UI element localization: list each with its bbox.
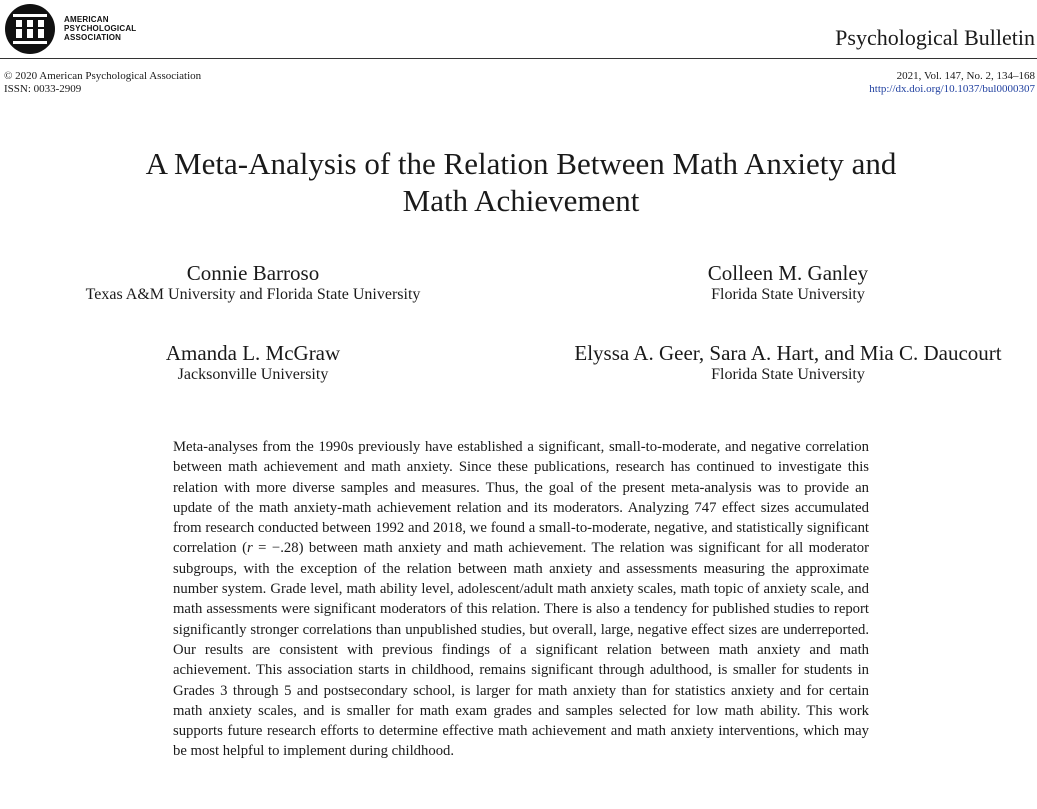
copyright-line: © 2020 American Psychological Association [4,70,202,82]
author-name: Elyssa A. Geer, Sara A. Hart, and Mia C. Daucourt [574,341,1002,365]
publisher-wordmark-line: AMERICAN [64,15,109,24]
author-name: Amanda L. McGraw [165,341,341,365]
abstract-text: Meta-analyses from the 1990s previously have established a significant, small-to-moderate, and negative correlation between math achievement and math anxiety. Since these publications, research has continued to investigate this relation with more diverse samples and measures. Thus, the goal of the present meta-analysis was to provide an update of the math anxiety-math achievement relation and its moderators. Analyzing 747 effect sizes accumulated from research conducted between 1992 and 2018, we found a small-to-moderate, negative, and statistically significant correlation ( [173,439,869,557]
author-affiliation: Texas A&M University and Florida State University [85,286,421,303]
header-divider [0,58,1037,59]
journal-name: Psychological Bulletin [835,25,1035,50]
article-title-line: A Meta-Analysis of the Relation Between Math Anxiety and [145,146,897,181]
abstract [173,437,869,762]
author-affiliation: Florida State University [711,286,865,303]
author-block [128,341,378,385]
issn-line: ISSN: 0033-2909 [4,83,82,95]
article-title-line: Math Achievement [402,183,640,218]
author-block [638,261,938,305]
author-name: Colleen M. Ganley [707,261,869,285]
citation-line: 2021, Vol. 147, No. 2, 134–168 [896,70,1035,82]
article-title [0,145,1037,219]
publication-meta-left [4,70,201,96]
publisher-wordmark [64,15,136,42]
abstract-text: = −.28) between math anxiety and math achievement. The relation was significant for all moderator subgroups, with the exception of the relation between math anxiety and assessments measuring the approximate number system. Grade level, math ability level, adolescent/adult math anxiety scales, math topic of anxiety scale, and math assessments were significant moderators of this relation. There is also a tendency for published studies to report significantly stronger correlations than unpublished studies, but overall, large, negative effect sizes are underreported. Our results are consistent with previous findings of a significant relation between math anxiety and math achievement. This association starts in childhood, remains significant through adulthood, is smaller for students in Grades 3 through 5 and postsecondary school, is larger for math anxiety than for statistics anxiety and for certain math anxiety scales, and is smaller for math exam grades and samples selected for low math ability. This work supports future research efforts to determine effective math achievement and math anxiety interventions, which may be most helpful to implement during childhood. [173,540,869,760]
author-name: Connie Barroso [186,261,320,285]
publisher-logo [4,3,164,55]
publisher-wordmark-line: PSYCHOLOGICAL [64,24,137,33]
author-affiliation: Florida State University [711,366,865,383]
publisher-wordmark-line: ASSOCIATION [64,33,122,42]
apa-logo-icon [4,3,56,55]
publication-meta-right [869,70,1035,96]
author-block [538,341,1037,385]
abstract-r-symbol: r [246,540,253,557]
author-block [53,261,453,305]
doi-link[interactable]: http://dx.doi.org/10.1037/bul0000307 [869,83,1035,95]
author-affiliation: Jacksonville University [177,366,329,383]
